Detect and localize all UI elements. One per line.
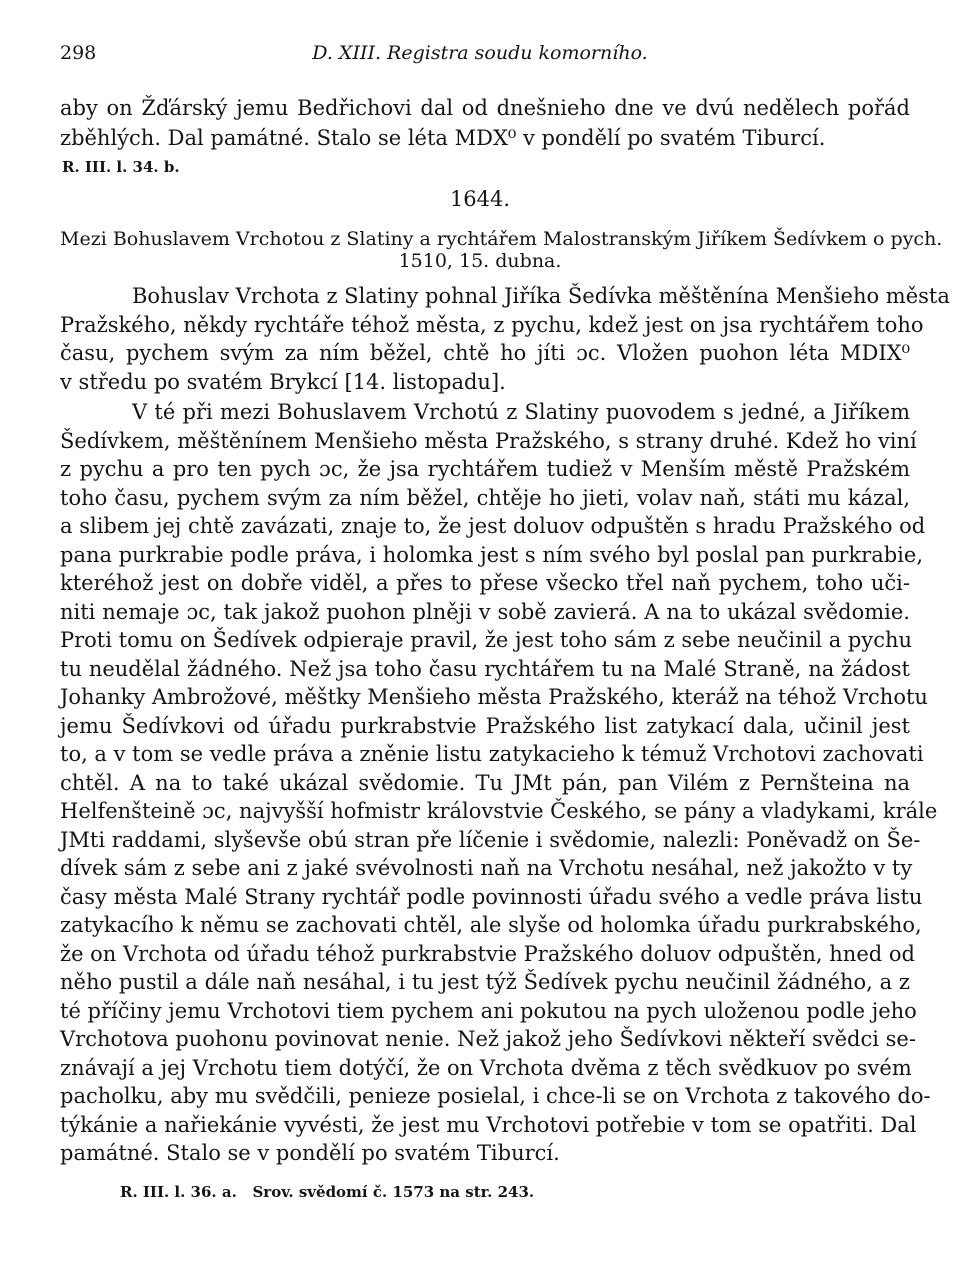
paragraph-line: v středu po svatém Brykcí [14. listopadu]. <box>60 369 506 394</box>
paragraph-line: JMti raddami, slyševše obú stran pře líčenie i svědomie, nalezli: Poněvadž on Še- <box>60 827 921 852</box>
paragraph-line: času, pychem svým za ním běžel, chtě ho jíti ɔc. Vložen puohon léta MDIX⁰ <box>60 341 910 365</box>
paragraph-line: Šedívkem, měštěnínem Menšieho města Pražského, s strany druhé. Kdež ho viní <box>60 428 917 453</box>
entry-number: 1644. <box>449 187 511 211</box>
paragraph-line: tu neudělal žádného. Než jsa toho času rychtářem tu na Malé Straně, na žádost <box>60 656 910 681</box>
paragraph-line: jemu Šedívkovi od úřadu purkrabstvie Pražského list zatykací dala, učinil jest <box>60 713 910 738</box>
paragraph-line: dívek sám z sebe ani z jaké svévolnosti naň na Vrchotu nesáhal, než jakožto v ty <box>60 856 913 880</box>
paragraph-line: z pychu a pro ten pych ɔc, že jsa rychtářem tudiež v Menším městě Pražském <box>60 457 910 481</box>
paragraph-line: zatykacího k němu se zachovati chtěl, ale slyše od holomka úřadu purkrabského, <box>60 913 922 937</box>
footnote-reference: R. III. l. 36. a. Srov. svědomí č. 1573 na str. 243. <box>120 1183 535 1201</box>
paragraph-line: kteréhož jest on dobře viděl, a přes to přese všecko třel naň pychem, toho uči- <box>60 571 910 595</box>
paragraph-line: že on Vrchota od úřadu téhož purkrabstvie Pražského doluov odpuštěn, hned od <box>60 941 915 966</box>
paragraph-line: a slibem jej chtě zavázati, znaje to, že jest doluov odpuštěn s hradu Pražského od <box>60 514 926 538</box>
paragraph-line: zběhlých. Dal památné. Stalo se léta MDX⁰ v pondělí po svatém Tiburcí. <box>60 126 826 150</box>
paragraph-line: Bohuslav Vrchota z Slatiny pohnal Jiříka Šedívka měštěnína Menšieho města <box>132 284 950 308</box>
running-title: D. XIII. Registra soudu komorního. <box>312 42 648 64</box>
paragraph-line: památné. Stalo se v pondělí po svatém Tiburcí. <box>60 1141 560 1165</box>
paragraph-line: V té při mezi Bohuslavem Vrchotú z Slatiny puovodem s jedné, a Jiříkem <box>132 400 910 424</box>
paragraph-line: znávají a jej Vrchotu tiem dotýčí, že on Vrchota dvěma z těch svědkuov po svém <box>60 1055 912 1080</box>
paragraph-line: to, a v tom se vedle práva a zněnie listu zatykacieho k témuž Vrchotovi zachovati <box>60 742 924 766</box>
running-head <box>0 40 960 70</box>
source-reference: R. III. l. 34. b. <box>62 158 180 176</box>
paragraph-line: týkánie a nařiekánie vyvésti, že jest mu Vrchotovi potřebie v tom se opatřiti. Dal <box>60 1112 917 1137</box>
paragraph-line: Proti tomu on Šedívek odpieraje pravil, že jest toho sám z sebe neučinil a pychu <box>60 628 913 652</box>
paragraph-line: Helfenšteině ɔc, najvyšší hofmistr královstvie Českého, se pány a vladykami, krále <box>60 799 938 823</box>
paragraph-line: pacholku, aby mu svědčili, penieze posielal, i chce-li se on Vrchota z takového do- <box>60 1084 931 1108</box>
paragraph-line: něho pustil a dále naň nesáhal, i tu jest týž Šedívek pychu neučinil žádného, a z <box>60 970 910 994</box>
paragraph-line: toho času, pychem svým za ním běžel, chtěje ho jieti, volav naň, státi mu kázal, <box>60 485 910 510</box>
entry-date: 1510, 15. dubna. <box>398 250 562 272</box>
paragraph-line: aby on Žďárský jemu Bedřichovi dal od dnešnieho dne ve dvú nedělech pořád <box>60 96 910 120</box>
page-number: 298 <box>60 42 97 64</box>
paragraph-line: pana purkrabie podle práva, i holomka jest s ním svého byl poslal pan purkrabie, <box>60 542 923 567</box>
paragraph-line: chtěl. A na to také ukázal svědomie. Tu JMt pán, pan Vilém z Pernšteina na <box>60 770 910 795</box>
paragraph-line: niti nemaje ɔc, tak jakož puohon plněji v sobě zavierá. A na to ukázal svědomie. <box>60 599 910 624</box>
paragraph-line: Vrchotova puohonu povinovat nenie. Než jakož jeho Šedívkovi někteří svědci se- <box>60 1027 916 1051</box>
entry-heading: Mezi Bohuslavem Vrchotou z Slatiny a rychtářem Malostranským Jiříkem Šedívkem o pych. <box>60 228 943 250</box>
paragraph-line: časy města Malé Strany rychtář podle povinnosti úřadu svého a vedle práva listu <box>60 884 923 909</box>
paragraph-line: té příčiny jemu Vrchotovi tiem pychem ani pokutou na pych uloženou podle jeho <box>60 998 917 1023</box>
paragraph-line: Johanky Ambrožové, měštky Menšieho města Pražského, kteráž na téhož Vrchotu <box>60 685 928 709</box>
paragraph-line: Pražského, někdy rychtáře téhož města, z pychu, kdež jest on jsa rychtářem toho <box>60 312 924 337</box>
